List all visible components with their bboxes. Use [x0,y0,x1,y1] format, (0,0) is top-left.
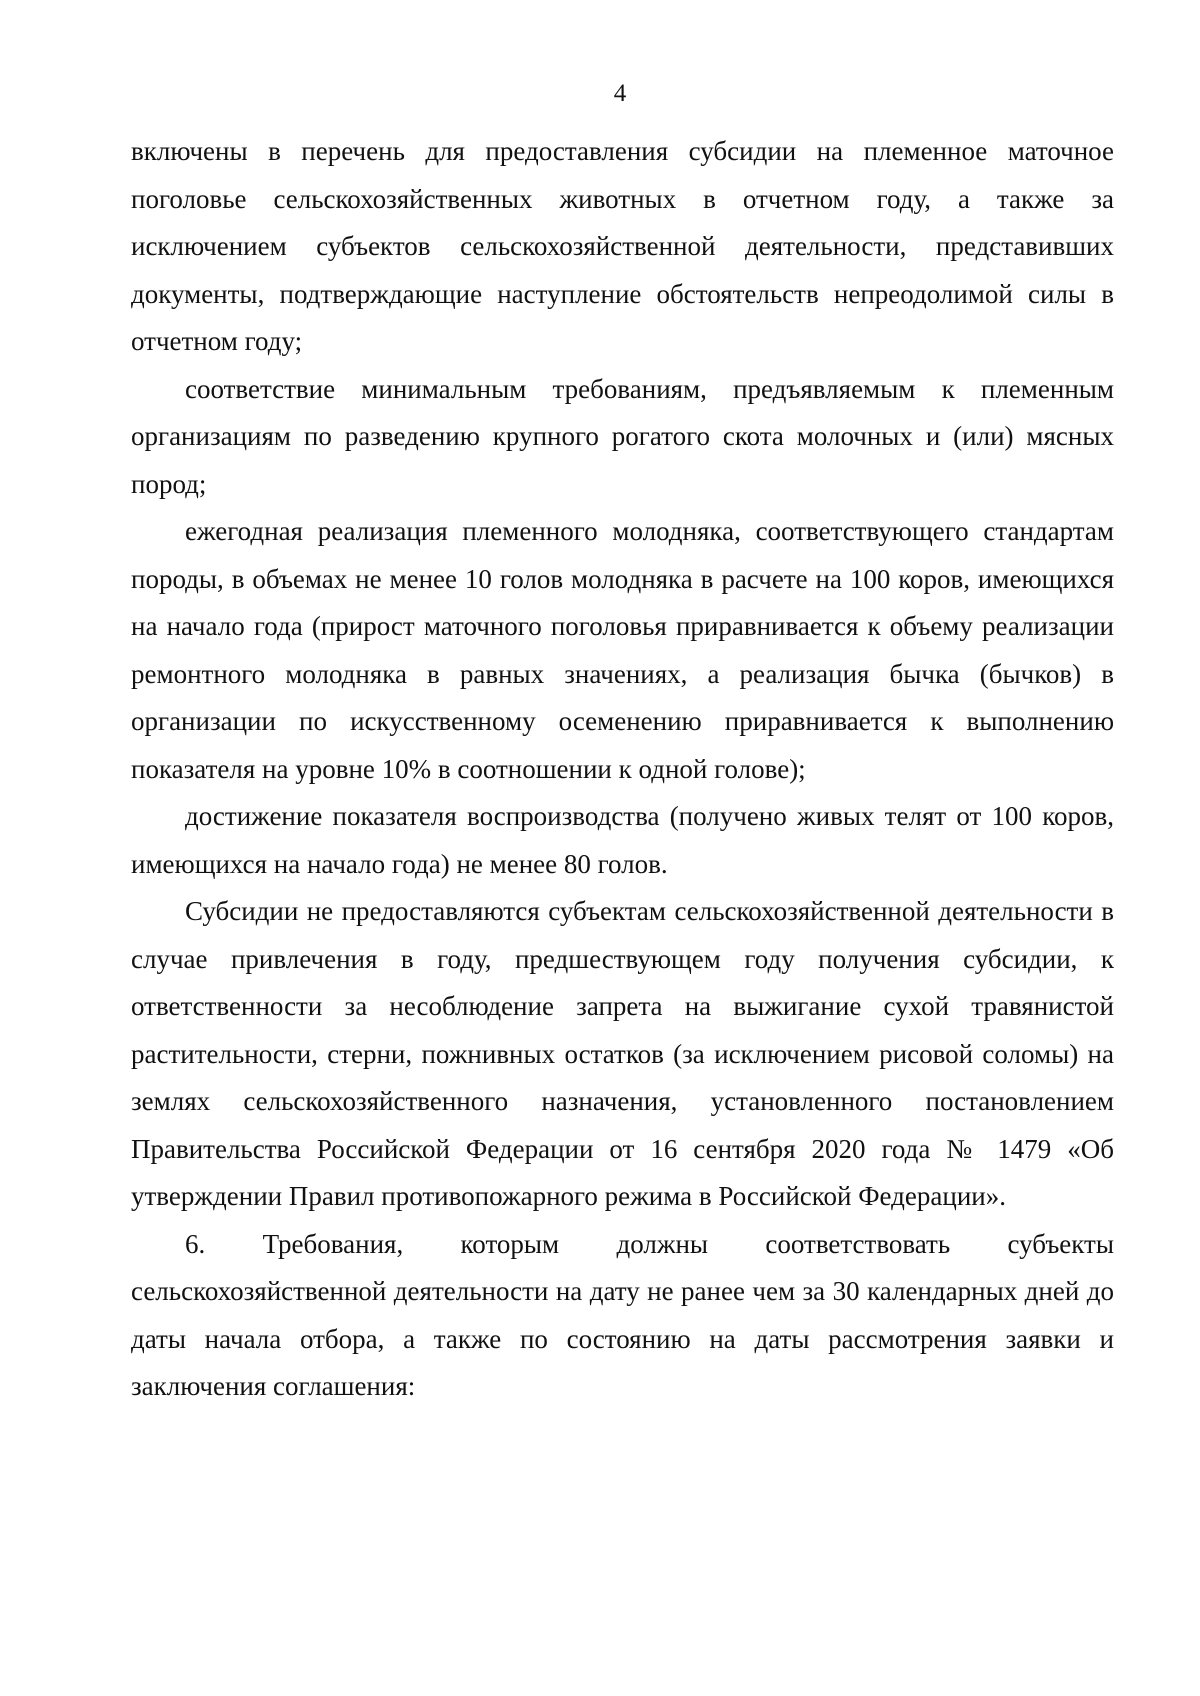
document-body [131,128,1114,1411]
page-number: 4 [613,80,627,107]
paragraph-minimum-requirements: соответствие минимальным требованиям, предъявляемым к племенным организациям по разведению крупного рогатого скота молочных и (или) мясных пород; [131,373,1114,499]
paragraph-annual-sales: ежегодная реализация племенного молодняка, соответствующего стандартам породы, в объемах не менее 10 голов молодняка в расчете на 100 коров, имеющихся на начало года (прирост маточного поголовья приравнивается к объему реализации ремонтного молодняка в равных значениях, а реализация бычка (бычков) в организации по искусственному осеменению приравнивается к выполнению показателя на уровне 10% в соотношении к одной голове); [131,516,1114,784]
paragraph-continuation: включены в перечень для предоставления субсидии на племенное маточное поголовье сельскохозяйственных животных в отчетном году, а также за исключением субъектов сельскохозяйственной деятельности, представивших документы, подтверждающие наступление обстоятельств непреодолимой силы в отчетном году; [131,136,1114,356]
paragraph-subsidy-restriction: Субсидии не предоставляются субъектам сельскохозяйственной деятельности в случае привлечения в году, предшествующем году получения субсидии, к ответственности за несоблюдение запрета на выжигание сухой травянистой растительности, стерни, пожнивных остатков (за исключением рисовой соломы) на землях сельскохозяйственного назначения, установленного постановлением Правительства Российской Федерации от 16 сентября 2020 года № 1479 «Об утверждении Правил противопожарного режима в Российской Федерации». [131,896,1114,1211]
paragraph-requirements-item-6: 6. Требования, которым должны соответствовать субъекты сельскохозяйственной деятельности на дату не ранее чем за 30 календарных дней до даты начала отбора, а также по состоянию на даты рассмотрения заявки и заключения соглашения: [131,1228,1114,1401]
paragraph-reproduction-indicator: достижение показателя воспроизводства (получено живых телят от 100 коров, имеющихся на начало года) не менее 80 голов. [131,801,1114,879]
